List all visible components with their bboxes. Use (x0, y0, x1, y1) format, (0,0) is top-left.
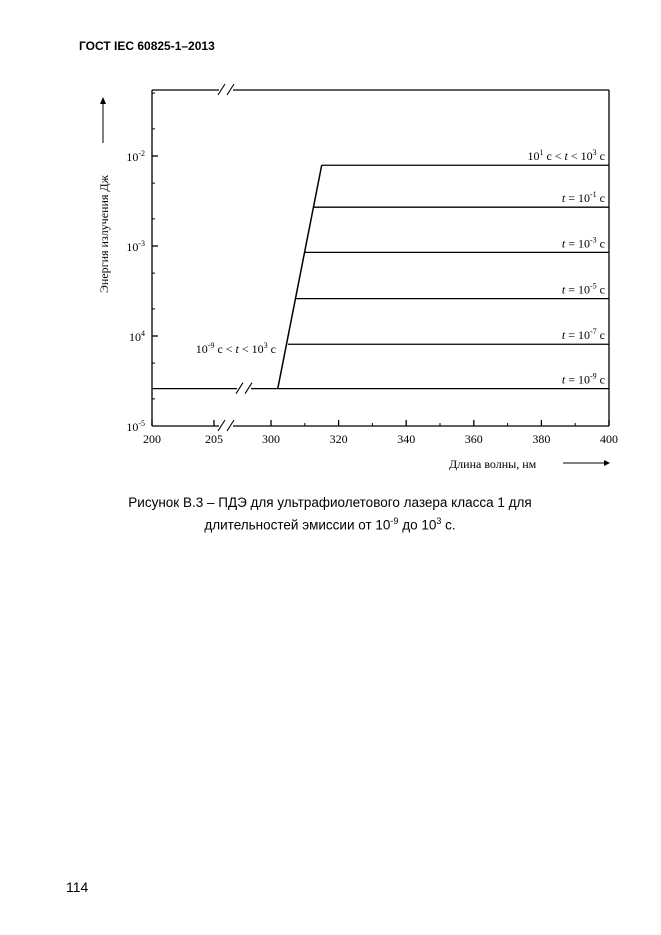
series-label-1-part: c (596, 328, 605, 343)
caption-exponent-1: -9 (390, 516, 399, 526)
series-label-5-part: c (596, 149, 605, 164)
series-label-5-part: t (564, 149, 568, 164)
series-label-5-part: < 10 (567, 149, 593, 164)
caption-line-2-mid: до 10 (398, 517, 437, 533)
figure-caption (100, 494, 560, 535)
series-label-2-part: c (596, 282, 605, 297)
y-tick-label-part: 10 (129, 330, 141, 344)
axis-break-bottom (218, 420, 234, 431)
series-label-2-part: -5 (590, 281, 597, 291)
y-tick-label-part: 10 (126, 240, 139, 254)
caption-line-2-end: с. (441, 517, 456, 533)
series-label-3-part: -3 (590, 235, 597, 245)
series-label-0 (562, 372, 605, 387)
series-label-0-part: c (596, 372, 605, 387)
series-label-0-part: t (561, 372, 566, 387)
y-tick-label-part: -3 (138, 239, 145, 248)
series-label-0-part: = 10 (565, 372, 590, 387)
series-label-4 (562, 190, 605, 205)
series-label-5-part: 10 (527, 149, 540, 164)
caption-line-2 (100, 512, 560, 535)
x-tick-label: 340 (397, 432, 416, 446)
annotation-label-part: 10 (195, 342, 208, 356)
series-labels (196, 148, 605, 386)
y-tick-label-part: 4 (141, 329, 145, 338)
series-label-4-part: t (561, 191, 566, 206)
x-tick-label: 320 (329, 432, 348, 446)
annotation-label-part: c < (214, 342, 236, 356)
x-tick-label: 200 (143, 432, 161, 446)
annotation-label-part: t (235, 342, 239, 356)
caption-line-1: Рисунок В.3 – ПДЭ для ультрафиолетового лазера класса 1 для (128, 495, 532, 510)
series-label-5-part: 1 (539, 148, 544, 158)
series-label-2-part: t (561, 282, 566, 297)
series-label-3-part: c (596, 236, 605, 251)
x-axis-label: Длина волны, нм (449, 457, 537, 471)
series-label-1 (562, 327, 605, 342)
annotation-label-part: -9 (207, 341, 215, 350)
axis-break-data (236, 383, 252, 394)
annotation-label (196, 341, 276, 356)
y-tick-label (126, 149, 145, 164)
x-tick-label: 300 (262, 432, 280, 446)
series-label-3 (562, 235, 605, 250)
x-tick-label: 380 (532, 432, 551, 446)
x-tick-label: 205 (205, 432, 223, 446)
y-tick-label (126, 239, 145, 254)
x-tick-label: 400 (600, 432, 618, 446)
x-tick-label: 360 (464, 432, 483, 446)
axis-ticks (126, 93, 618, 446)
series-label-5-part: 3 (592, 148, 597, 158)
annotation-label-part: c (267, 342, 276, 356)
series-label-3-part: t (561, 236, 566, 251)
series-label-2-part: = 10 (565, 282, 590, 297)
series-label-0-part: -9 (590, 371, 597, 381)
y-tick-label-part: -2 (138, 149, 145, 158)
annotation-label-part: 3 (263, 341, 268, 350)
y-tick-label (129, 329, 145, 344)
series-label-5 (527, 148, 605, 163)
series-label-5-part: c < (543, 149, 565, 164)
annotation-label-part: < 10 (238, 342, 264, 356)
plot-frame (152, 84, 609, 431)
y-tick-label-part: 10 (126, 150, 139, 164)
y-tick-label-part: 10 (126, 420, 139, 434)
caption-exponent-2: 3 (436, 516, 442, 526)
data-lines (152, 165, 609, 393)
series-label-4-part: -1 (590, 190, 597, 200)
y-axis-arrowhead (100, 97, 106, 104)
series-label-1-part: t (561, 328, 566, 343)
series-label-4-part: c (596, 191, 605, 206)
series-label-4-part: = 10 (565, 191, 590, 206)
document-header: ГОСТ IEC 60825-1–2013 (79, 39, 215, 53)
series-label-1-part: -7 (590, 327, 597, 337)
caption-line-2-text: длительностей эмиссии от 10 (204, 517, 391, 533)
page-number: 114 (66, 879, 89, 895)
series-label-2 (562, 282, 605, 297)
series-label-3-part: = 10 (565, 236, 590, 251)
uv-edge-slope (278, 165, 322, 388)
y-tick-label-part: -5 (138, 419, 145, 428)
x-axis-arrowhead (604, 460, 610, 466)
y-axis-label: Энергия излучения Дж (97, 175, 111, 293)
axis-break-top (218, 84, 234, 95)
series-label-1-part: = 10 (565, 328, 590, 343)
